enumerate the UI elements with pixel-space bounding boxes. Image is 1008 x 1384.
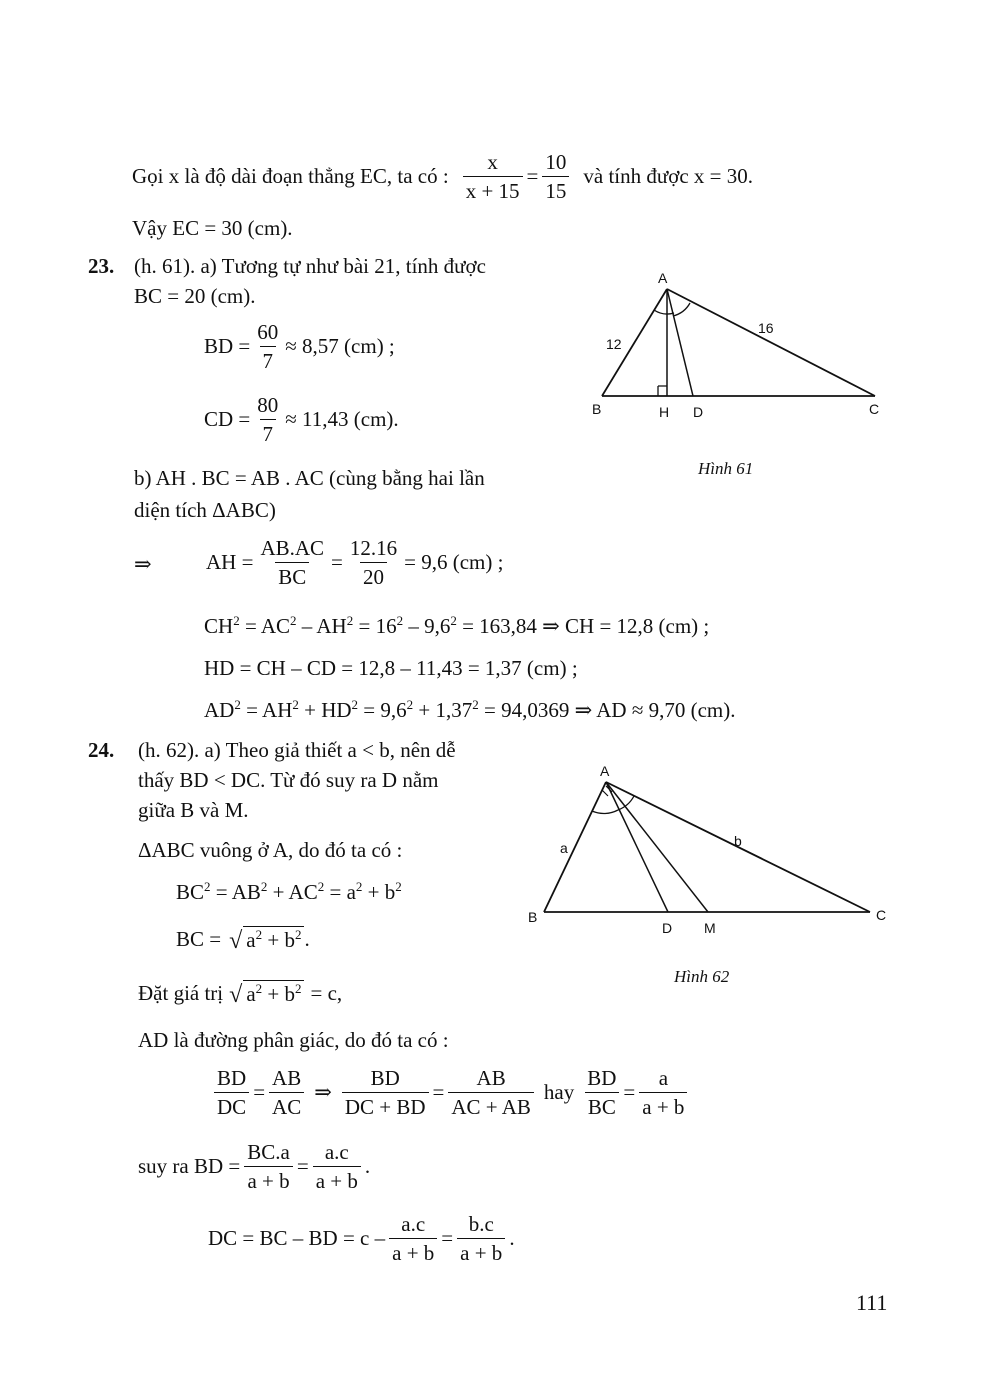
problem-23-number: 23. xyxy=(88,254,115,278)
p23-cd-equation: CD = $\frac{80}{7}$ ≈ 11,43 (cm). xyxy=(204,393,399,447)
p23-b-line-1: b) AH . BC = AB . AC (cùng bằng hai lần xyxy=(134,466,485,490)
angle-arc-2 xyxy=(673,303,690,316)
p24-dat-line: Đặt giá trị √ $a^2 + b^2$ = c, xyxy=(138,981,343,1008)
median-am xyxy=(606,782,708,912)
p24-line-3: giữa B và M. xyxy=(138,798,249,822)
fraction-10-15: $\frac{10}{15}$ xyxy=(542,150,569,203)
implies-symbol: ⇒ xyxy=(134,552,152,576)
fraction-80-7: $\frac{80}{7}$ xyxy=(257,393,279,447)
figure-62-caption: Hình 62 xyxy=(674,967,730,986)
label-c: C xyxy=(876,907,887,923)
right-angle-mark-h xyxy=(658,386,667,396)
label-m: M xyxy=(704,920,716,936)
sqrt-a2-b2: √ $a^2 + b^2$ xyxy=(229,926,304,953)
p24-bc-sqrt: BC = √ $a^2 + b^2$ . xyxy=(176,927,310,954)
p24-ad-text: AD là đường phân giác, do đó ta có : xyxy=(138,1028,449,1052)
angle-arc-1 xyxy=(654,310,674,314)
label-a: A xyxy=(600,763,610,779)
label-d: D xyxy=(693,404,704,420)
p23-b-line-2: diện tích ΔABC) xyxy=(134,498,276,522)
p23-line-1: (h. 61). a) Tương tự như bài 21, tính được xyxy=(134,254,486,278)
intro-line-1: Gọi x là độ dài đoạn thẳng EC, ta có : $\frac{x}{x + 15}$ = $\frac{10}{15}$ và tính được x = 30. xyxy=(132,150,754,204)
p24-bc-squared: $BC^2 = AB^2 + AC^2 = a^2 + b^2$ xyxy=(176,879,402,904)
segment-ac xyxy=(667,289,875,396)
intro-text: Gọi x là độ dài đoạn thẳng EC, ta có : xyxy=(132,164,449,189)
label-side-b: b xyxy=(734,833,742,849)
label-d: D xyxy=(662,920,673,936)
label-b: B xyxy=(528,909,538,925)
problem-24-number: 24. xyxy=(88,738,115,762)
p23-hd-line: HD = CH – CD = 12,8 – 11,43 = 1,37 (cm) ; xyxy=(204,656,578,680)
p23-line-2: BC = 20 (cm). xyxy=(134,284,256,308)
p23-ah-equation: AH = $\frac{AB.AC}{BC}$ = $\frac{12.16}{20}$ = 9,6 (cm) ; xyxy=(206,536,504,590)
fraction-12-16-20: $\frac{12.16}{20}$ xyxy=(349,536,398,590)
intro-line-2: Vậy EC = 30 (cm). xyxy=(132,216,293,240)
figure-61 xyxy=(580,260,900,480)
p23-ch-line: $CH^2 = AC^2 - AH^2 = 16^2 - 9,6^2 = 163,84$ ⇒ CH = 12,8 (cm) ; xyxy=(204,613,710,638)
p23-bd-equation: BD = $\frac{60}{7}$ ≈ 8,57 (cm) ; xyxy=(204,320,395,374)
segment-ab xyxy=(544,782,606,912)
label-b: B xyxy=(592,401,602,417)
label-h: H xyxy=(659,404,670,420)
label-ab-length: 12 xyxy=(606,336,622,352)
p24-dc-line: DC = BC – BD = c – $\frac{a.c}{a + b}$ = $\frac{b.c}{a + b}$ . xyxy=(208,1212,515,1266)
p24-line-1: (h. 62). a) Theo giả thiết a < b, nên dễ xyxy=(138,738,456,762)
label-ac-length: 16 xyxy=(758,320,774,336)
label-a: A xyxy=(658,270,668,286)
p24-line-4: ΔABC vuông ở A, do đó ta có : xyxy=(138,838,403,862)
label-side-a: a xyxy=(560,840,568,856)
p24-bisector-ratio: $\frac{BD}{DC}$ = $\frac{AB}{AC}$ ⇒ $\frac{BD}{DC + BD}$ = $\frac{AB}{AC + AB}$ hay $\frac{BD}{BC}$ = $\frac{a}{a + b}$ xyxy=(210,1066,691,1119)
figure-62 xyxy=(520,756,900,992)
p24-suyra-line: suy ra BD = $\frac{BC.a}{a + b}$ = $\frac{a.c}{a + b}$ . xyxy=(138,1140,371,1194)
p23-ad-line: $AD^2 = AH^2 + HD^2 = 9,6^2 + 1,37^2 = 94,0369$ ⇒ AD ≈ 9,70 (cm). xyxy=(204,697,736,722)
sqrt-a2-b2-def: √ $a^2 + b^2$ xyxy=(229,980,304,1007)
angle-arc-1 xyxy=(592,810,618,813)
bisector-ad xyxy=(606,782,668,912)
page-number: 111 xyxy=(856,1290,888,1315)
radical-sign: √ xyxy=(229,928,243,954)
label-c: C xyxy=(869,401,880,417)
p24-line-2: thấy BD < DC. Từ đó suy ra D nằm xyxy=(138,768,439,792)
figure-61-caption: Hình 61 xyxy=(698,459,754,478)
fraction-ab-ac-bc: $\frac{AB.AC}{BC}$ xyxy=(260,536,325,590)
fraction-x: $\frac{x}{x + 15}$ xyxy=(463,150,523,203)
fraction-60-7: $\frac{60}{7}$ xyxy=(257,320,279,374)
